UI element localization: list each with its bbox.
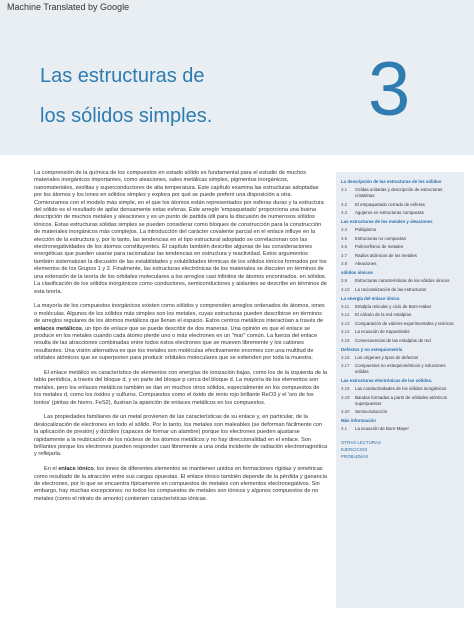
toc-section-heading: Las estructuras de los metales y aleaciones <box>341 219 433 224</box>
term-metallic-bonding: enlaces metálicos <box>34 325 82 332</box>
paragraph-text: La mayoría de los compuestos inorgánicos existen como sólidos y comprenden arreglos ordenados de átomos, iones o moléculas. Algunos de los sólidos más simples son los metales, cuyas estructuras pueden describirse en términos de arreglos regulares de los átomos metálicos que llenan el espacio. Estos centros metálicos interactúan a través de <box>34 303 325 325</box>
toc-item-title: La racionalización de las estructuras <box>355 286 427 292</box>
toc-item-number: 3.13 <box>341 320 350 326</box>
paragraph-ionic-bonding <box>34 466 328 503</box>
toc-item <box>341 363 459 375</box>
toc-item-title: Consecuencias de las entalpías de red <box>355 337 431 343</box>
toc-section-heading: Más información <box>341 418 376 423</box>
chapter-title <box>40 56 340 136</box>
toc-item <box>341 386 459 392</box>
toc-item-number: 3.3 <box>341 210 348 215</box>
toc-item-title: Aleaciones <box>355 261 377 266</box>
toc-section-heading: La descripción de las estructuras de los sólidos <box>341 179 442 184</box>
toc-item-title: Los orígenes y tipos de defectos <box>355 354 419 360</box>
toc-item-number: 3.1 <box>341 187 348 192</box>
chapter-body <box>34 170 328 511</box>
toc-item-number: 3.12 <box>341 312 350 317</box>
toc-item-title: Estructuras no compactas <box>355 235 406 241</box>
toc-item-number: 3.18 <box>341 386 350 391</box>
toc-item-number: 3.4 <box>341 227 348 232</box>
toc-item-title: Polimorfismo de metales <box>355 244 404 249</box>
paragraph-metallic-bonding: El enlace metálico es característico de elementos con energías de ionización bajas, como los de la izquierda de la tabla periódica, a través del bloque d, y en parte del bloque p cerca del bloque d. La mayoría de los elementos son metales, pero los enlaces metálicos también se dan en muchos otros sólidos, especialmente en los compuestos de los metales d, como los óxidos y sulfuros. Compuestos como el óxido de renio rojo brillante ReO3 y el 'oro de los tontos' (piritas de hierro, FeS2), ilustran la aparición de enlaces metálicos en los compuestos. <box>34 369 327 406</box>
chapter-title-line-1: Las estructuras de <box>40 65 205 87</box>
toc-item-title: Estructuras características de los sólidos iónicos <box>355 278 450 283</box>
toc-section-heading: Defectos y no estequiometría <box>341 346 403 352</box>
toc-section-heading: sólidos iónicos <box>341 270 373 275</box>
toc-item-number: 3.15 <box>341 337 350 343</box>
chapter-number: 3 <box>368 47 411 132</box>
toc-item <box>341 395 459 407</box>
toc-item-number: 3.8 <box>341 261 348 266</box>
paragraph-text: , los iones de diferentes elementos se mantienen unidos en formaciones rígidas y simétricas como resultado de la atracción entre sus cargas opuestas. El enlace iónico también depende de la pérdida y ganancia de electrones, por lo que se encuentra típicamente en compuestos de metales con elementos electronegativos. Sin embargo, hay muchas excepciones: no todos los compuestos de metales son iónicos y algunos compuestos de no metales (como el nitrato de amonio) contienen características iónicas. <box>34 466 327 502</box>
toc-item <box>341 426 459 432</box>
toc-item <box>341 261 459 267</box>
toc-item <box>341 253 459 259</box>
paragraph-text: , un tipo de enlace que se puede describir de dos maneras. Una opinión es que el enlace se produce en los metales cuando cada átomo pierde uno o más electrones en un "mar" común. La fuerza del enlace resulta de las atracciones combinadas entre todos estos electrones que se mueven libremente y los cationes resultantes. Una visión alternativa es que los metales son moléculas efectivamente enormes con una multitud de orbitales atómicos que se superponen para producir orbitales moleculares que se extienden por toda la muestra. <box>34 325 318 362</box>
chapter-contents-sidebar <box>336 172 464 608</box>
toc-item <box>341 338 459 344</box>
toc-end-item: PROBLEMAS <box>341 453 369 459</box>
toc-item-title: La ecuación de Born-Mayer <box>355 426 409 431</box>
toc-item-title: Entalpía reticular y ciclo de Born-Haber <box>355 303 432 309</box>
toc-item <box>341 287 459 293</box>
toc-item <box>341 187 459 199</box>
toc-item <box>341 312 459 318</box>
toc-item <box>341 409 459 415</box>
toc-item-number: 3.17 <box>341 363 350 368</box>
toc-item-number: 3.1 <box>341 426 348 431</box>
toc-item-number: 3.5 <box>341 235 348 241</box>
toc-item <box>341 210 459 216</box>
toc-item <box>341 321 459 327</box>
toc-item-title: Agujeros en estructuras compactas <box>355 210 424 215</box>
toc-end-item: EJERCICIOS <box>341 446 368 452</box>
paragraph-metallic-overview <box>34 303 328 362</box>
toc-item-title: El cálculo de la red entalpías <box>355 312 412 317</box>
toc-item-number: 3.16 <box>341 354 350 360</box>
toc-item-number: 3.19 <box>341 394 350 400</box>
toc-item-title: Semiconducción <box>355 409 388 414</box>
paragraph-text: En el <box>44 466 59 473</box>
toc-item <box>341 329 459 335</box>
toc-item-title: La ecuación de Kapustinskii <box>355 329 410 334</box>
toc-item <box>341 244 459 250</box>
header-band <box>0 0 474 155</box>
toc-item <box>341 278 459 284</box>
toc-item-title: Radios atómicos de los metales <box>355 252 417 258</box>
paragraph-metal-properties: Las propiedades familiares de un metal provienen de las características de su enlace y, en particular, de la deslocalización de electrones en todo el sólido. Por lo tanto, los metales son maleables (se deforman fácilmente con la aplicación de presión) y dúctiles (capaces de formar un alambre) porque los electrones pueden ajustarse rápidamente a la reubicación de los núcleos de los átomos metálicos y no hay direccionalidad en el enlace. Son brillantes porque los electrones pueden responder casi libremente a una onda incidente de radiación electromagnética y reflejarla. <box>34 414 328 458</box>
toc-item-number: 3.10 <box>341 286 350 292</box>
toc-section-heading: La energía del enlace iónico <box>341 295 400 301</box>
toc-item <box>341 202 459 208</box>
toc-item-title: Comparación de valores experimentales y teóricos <box>355 320 454 326</box>
toc-item <box>341 236 459 242</box>
toc-item <box>341 227 459 233</box>
toc-item-title: Las conductividades de los sólidos inorgánicos <box>355 386 447 391</box>
toc-item-number: 3.9 <box>341 278 348 283</box>
toc-item-title: Politipismo <box>355 227 377 232</box>
toc-item-number: 3.11 <box>341 303 350 309</box>
toc-item-title: Bandas formadas a partir de orbitales atómicos superpuestos <box>355 394 448 406</box>
toc-item-number: 3.7 <box>341 252 348 258</box>
toc-item-title: Compuestos no estequiométricos y soluciones sólidas <box>355 363 446 374</box>
toc-item-number: 3.2 <box>341 201 348 207</box>
toc-item-number: 3.14 <box>341 329 350 334</box>
toc-item-title: El empaquetado cerrado de esferas <box>355 201 425 207</box>
toc-item-title: Celdas unitarias y descripción de estructuras cristalinas <box>355 187 443 198</box>
machine-translated-label: Machine Translated by Google <box>7 2 130 12</box>
toc-item-number: 3.20 <box>341 409 350 414</box>
term-ionic-bonding: enlace iónico <box>58 466 94 473</box>
toc-item <box>341 355 459 361</box>
toc-end-item: OTRAS LECTURAS <box>341 439 381 445</box>
toc-item <box>341 304 459 310</box>
toc-item-number: 3.6 <box>341 244 348 249</box>
intro-paragraph: La comprensión de la química de los compuestos en estado sólido es fundamental para el estudio de muchos materiales inorgánicos importantes, como aleaciones, sales metálicas simples, pigmentos inorgánicos, nanomateriales, zeolitas y superconductores de alta temperatura. Este capítulo examina las estructuras adoptadas por los átomos y los iones en sólidos simples y explora por qué se puede preferir una disposición a otra. Comenzamos con el modelo más simple, en el que los átomos están representados por esferas duras y la estructura del sólido es el resultado de apilar densamente estas esferas. Este arreglo 'empaquetado' proporciona una buena descripción de muchos metales y aleaciones y es un punto de partida útil para la discusión de numerosos sólidos iónicos. Estas estructuras sólidas simples se pueden considerar como bloques de construcción para la construcción de materiales inorgánicos más complejos. La introducción del carácter covalente parcial en el enlace influye en la elección de la estructura y, por lo tanto, las tendencias en el tipo estructural adoptado se correlacionan con las electronegatividades de los átomos constituyentes. El capítulo también describe algunas de las consideraciones energéticas que pueden usarse para racionalizar las tendencias en estructura y reactividad. Estos argumentos también sistematizan la discusión de las estabilidades y solubilidades térmicas de los sólidos iónicos formados por los elementos de los Grupos 1 y 2. Finalmente, las estructuras electrónicas de los materiales se discuten en términos de una extensión de la teoría de los orbitales moleculares a los arreglos casi infinitos de átomos encontrados. en sólidos. La clasificación de los sólidos inorgánicos como conductores, semiconductores y aislantes se describe en términos de esta teoría. <box>34 170 327 295</box>
chapter-title-line-2: los sólidos simples. <box>40 105 213 127</box>
toc-section-heading: Las estructuras electrónicas de los sólidos. <box>341 378 433 383</box>
